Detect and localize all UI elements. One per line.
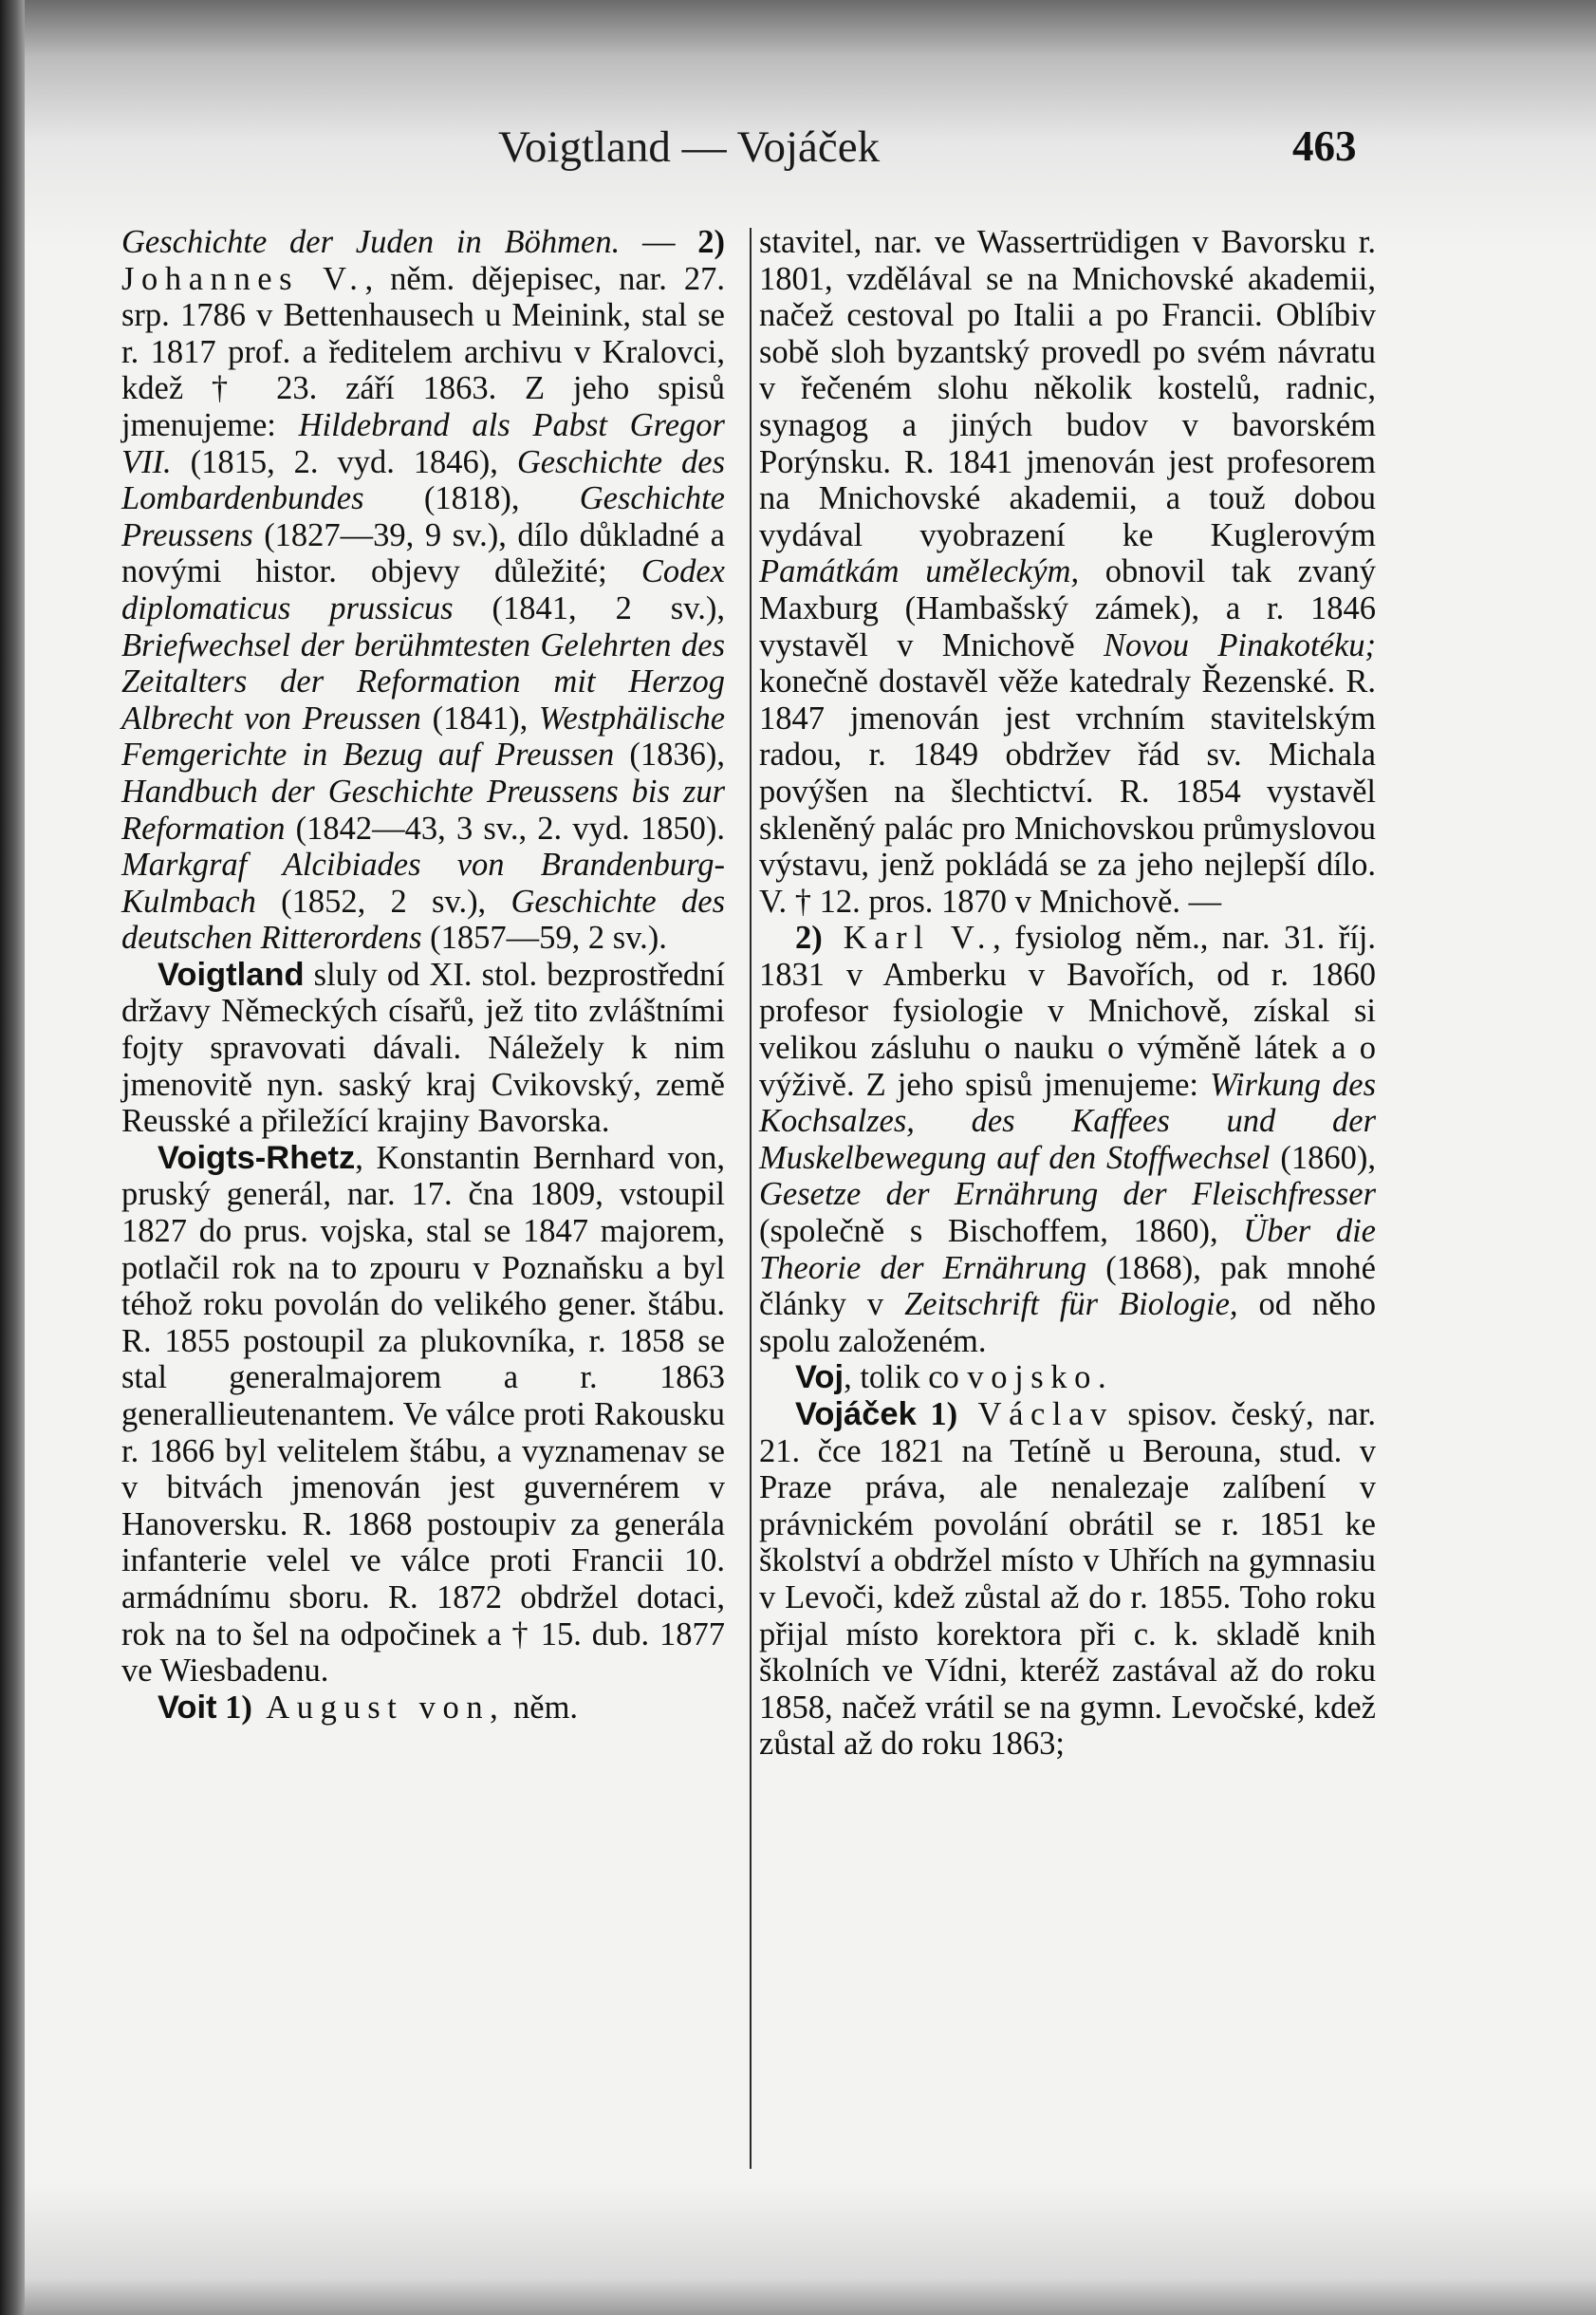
entry-voit-karl: 2) Karl V., fysiolog něm., nar. 31. říj. 1831 v Amberku v Bavořích, od r. 1860 profesor fysiologie v Mnichově, získal si velikou zásluhu o nauku o výměně látek a o výživě. Z jeho spisů jmenujeme: Wirkung des Kochsalzes, des Kaffees und der Muskelbewegung auf den Stoffwechsel (1860), Gesetze der Ernährung der Fleischfresser (společně s Bischoffem, 1860), Über die Theorie der Ernährung (1868), pak mnohé články v Zeitschrift für Biologie, od něho spolu založeném. — [759, 920, 1376, 1359]
book-spine-shadow — [0, 0, 25, 2315]
entry-voit-august-cont: stavitel, nar. ve Wassertrüdigen v Bavorsku r. 1801, vzdělával se na Mnichovské akademii, načež cestoval po Italii a po Francii. Oblíbiv sobě sloh byzantský provedl po svém návratu v řečeném slohu několik kostelů, radnic, synagog a jiných budov v bavorském Porýnsku. R. 1841 jmenován jest profesorem na Mnichovské akademii, a touž dobou vydával vyobrazení ke Kuglerovým Památkám uměleckým, obnovil tak zvaný Maxburg (Hambašský zámek), a r. 1846 vystavěl v Mnichově Novou Pinakotéku; konečně dostavěl věže katedraly Řezenské. R. 1847 jmenován jest vrchním stavitelským radou, r. 1849 obdržev řád sv. Michala povýšen na šlechtictví. R. 1854 vystavěl skleněný palác pro Mnichovskou průmyslovou výstavu, jenž pokládá se za jeho nejlepší dílo. V. † 12. pros. 1870 v Mnichově. — — [759, 224, 1377, 920]
entry-voigts-rhetz: Voigts-Rhetz, Konstantin Bernhard von, pruský generál, nar. 17. čna 1809, vstoupil 1827 do prus. vojska, stal se 1847 majorem, potlačil rok na to zpouru v Poznaňsku a byl téhož roku povolán do velikého gener. štábu. R. 1855 postoupil za plukovníka, r. 1858 se stal generalmajorem a r. 1863 generallieutenantem. Ve válce proti Rakousku r. 1866 byl velitelem štábu, a vyznamenav se v bitvách jmenován jest guvernérem v Hanoversku. R. 1868 postoupiv za generála infanterie velel ve válce proti Francii 10. armádnímu sboru. R. 1872 obdržel dotaci, rok na to šel na odpočinek a † 15. dub. 1877 ve Wiesbadenu. — [121, 1139, 725, 1690]
headword: Voit — [157, 1689, 217, 1726]
entry-voigt-johannes: Geschichte der Juden in Böhmen. — 2) Johannes V., něm. dějepisec, nar. 27. srp. 1786 v Bettenhausech u Meinink, stal se r. 1817 prof. a ředitelem archivu v Kralovci, kdež † 23. září 1863. Z jeho spisů jmenujeme: Hildebrand als Pabst Gregor VII. (1815, 2. vyd. 1846), Geschichte des Lombardenbundes (1818), Geschichte Preussens (1827—39, 9 sv.), dílo důkladné a novými histor. objevy důležité; Codex diplomaticus prussicus (1841, 2 sv.), Briefwechsel der berühmtesten Gelehrten des Zeitalters der Reformation mit Herzog Albrecht von Preussen (1841), Westphälische Femgerichte in Bezug auf Preussen (1836), Handbuch der Geschichte Preussens bis zur Reformation (1842—43, 3 sv., 2. vyd. 1850). Markgraf Alcibiades von Brandenburg-Kulmbach (1852, 2 sv.), Geschichte des deutschen Ritterordens (1857—59, 2 sv.). — [121, 224, 726, 957]
headword: Voigts-Rhetz — [157, 1139, 356, 1176]
header-title: Voigtland — Vojáček — [498, 122, 881, 172]
right-column — [759, 224, 1376, 1763]
headword: Vojáček — [794, 1396, 917, 1432]
headword: Voj — [794, 1359, 844, 1396]
entry-voigtland: Voigtland sluly od XI. stol. bezprostřední državy Německých císařů, jež tito zvláštními fojty spravovati dávali. Náležely k nim jmenovitě nyn. saský kraj Cvikovský, země Reusské a přiležící krajiny Bavorska. — [121, 956, 725, 1140]
left-column — [121, 224, 725, 1726]
entry-voit-august: Voit 1) August von, něm. — [157, 1689, 579, 1726]
page-number: 463 — [1292, 122, 1357, 170]
running-header — [0, 121, 1596, 188]
entry-vojacek: Vojáček 1) Václav spisov. český, nar. 21. čce 1821 na Tetíně u Berouna, stud. v Praze práva, ale nenalezaje zalíbení v právnickém povolání obrátil se r. 1851 ke školství a obdržel místo v Uhřích na gymnasiu v Levoči, kdež zůstal až do r. 1855. Toho roku přijal místo korektora při c. k. skladě knih školních ve Vídni, kteréž zastával až do roku 1858, načež vrátil se na gymn. Levočské, kdež zůstal až do roku 1863; — [759, 1396, 1376, 1763]
column-divider — [750, 228, 752, 2169]
headword: Voigtland — [157, 956, 305, 993]
entry-voj: Voj, tolik co vojsko. — [794, 1359, 1114, 1396]
